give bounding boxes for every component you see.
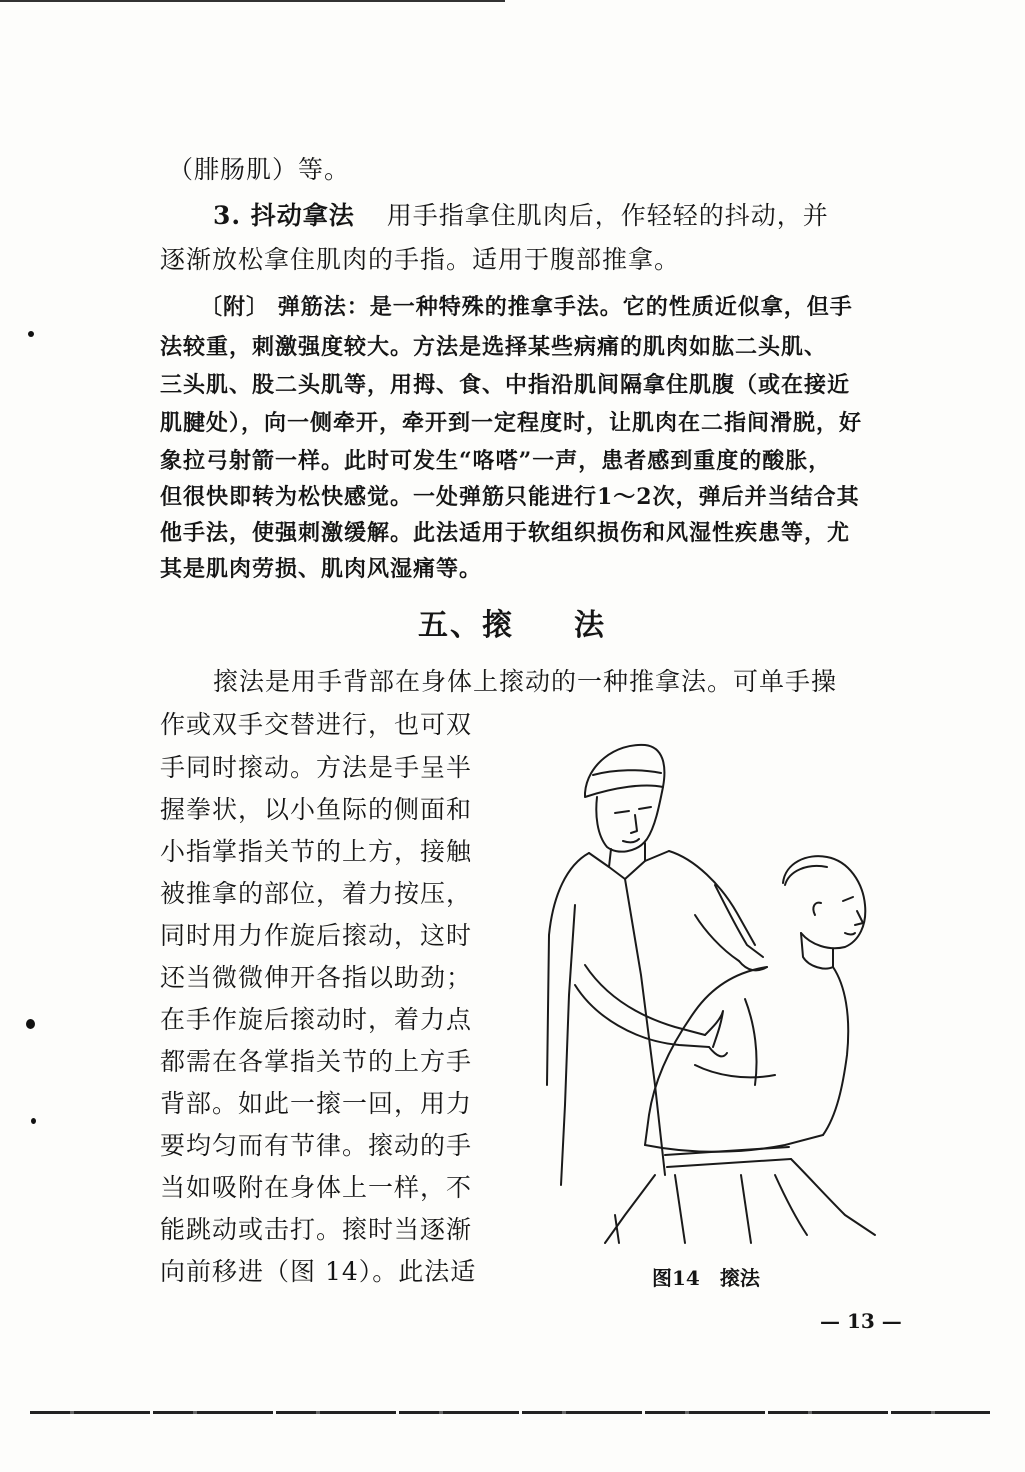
section-heading — [418, 600, 606, 644]
page-number: — 13 — — [820, 1309, 902, 1333]
figure-14-illustration — [545, 735, 885, 1245]
figure-label: 图14 — [652, 1266, 700, 1290]
item3-label: 3. 抖动拿法 — [213, 201, 355, 230]
section-title-b: 法 — [574, 608, 606, 643]
print-speck — [31, 1118, 36, 1124]
appendix-line: 三头肌、股二头肌等，用拇、食、中指沿肌间隔拿住肌腹（或在接近 — [160, 372, 851, 398]
appendix-prefix: 〔附〕 — [200, 294, 270, 320]
appendix-line: 他手法，使强刺激缓解。此法适用于软组织损伤和风湿性疾患等，尤 — [160, 520, 851, 546]
item3-line1 — [213, 196, 829, 232]
body-first-line: 㨰法是用手背部在身体上㨰动的一种推拿法。可单手操 — [213, 667, 838, 696]
body-line: 被推拿的部位，着力按压， — [160, 879, 473, 908]
section-number: 五、 — [418, 608, 482, 643]
figure-title: 㨰法 — [719, 1266, 760, 1290]
body-line: 背部。如此一㨰一回，用力 — [160, 1089, 473, 1118]
body-line: 在手作旋后㨰动时，着力点 — [160, 1005, 473, 1034]
top-rule — [0, 0, 505, 2]
appendix-line: 象拉弓射箭一样。此时可发生“咯嗒”一声，患者感到重度的酸胀， — [160, 448, 832, 474]
appendix-line: 肌腱处），向一侧牵开，牵开到一定程度时，让肌肉在二指间滑脱，好 — [160, 410, 863, 436]
body-line: 当如吸附在身体上一样，不 — [160, 1173, 473, 1202]
body-line: 握拳状，以小鱼际的侧面和 — [160, 795, 473, 824]
body-line: 要均匀而有节律。㨰动的手 — [160, 1131, 473, 1160]
body-line: 还当微微伸开各指以助劲； — [160, 963, 473, 992]
item3-line2: 逐渐放松拿住肌肉的手指。适用于腹部推拿。 — [160, 245, 681, 274]
appendix-line1 — [200, 290, 853, 321]
bottom-rule — [30, 1411, 990, 1414]
body-line: 能跳动或击打。㨰时当逐渐 — [160, 1215, 473, 1244]
appendix-line: 但很快即转为松快感觉。一处弹筋只能进行1～2次，弹后并当结合其 — [160, 484, 860, 510]
print-speck — [26, 1019, 35, 1029]
item3-text1: 用手指拿住肌肉后，作轻轻的抖动，并 — [386, 201, 829, 230]
body-line: 都需在各掌指关节的上方手 — [160, 1047, 473, 1076]
appendix-line: 法较重，刺激强度较大。方法是选择某些病痛的肌肉如肱二头肌、 — [160, 334, 828, 360]
print-speck — [28, 331, 34, 337]
appendix-line: 其是肌肉劳损、肌肉风湿痛等。 — [160, 556, 483, 582]
body-line: 向前移进（图 14）。此法适 — [160, 1257, 477, 1286]
section-title-a: 㨰 — [482, 608, 514, 643]
figure-caption — [652, 1262, 760, 1291]
body-line: 手同时㨰动。方法是手呈半 — [160, 753, 473, 782]
body-line: 作或双手交替进行，也可双 — [160, 710, 473, 739]
body-line: 小指掌指关节的上方，接触 — [160, 837, 473, 866]
appendix-text: 是一种特殊的推拿手法。它的性质近似拿，但手 — [369, 294, 853, 320]
continued-line: （腓肠肌）等。 — [168, 155, 351, 184]
appendix-term: 弹筋法： — [277, 294, 370, 320]
body-line: 同时用力作旋后㨰动，这时 — [160, 921, 473, 950]
